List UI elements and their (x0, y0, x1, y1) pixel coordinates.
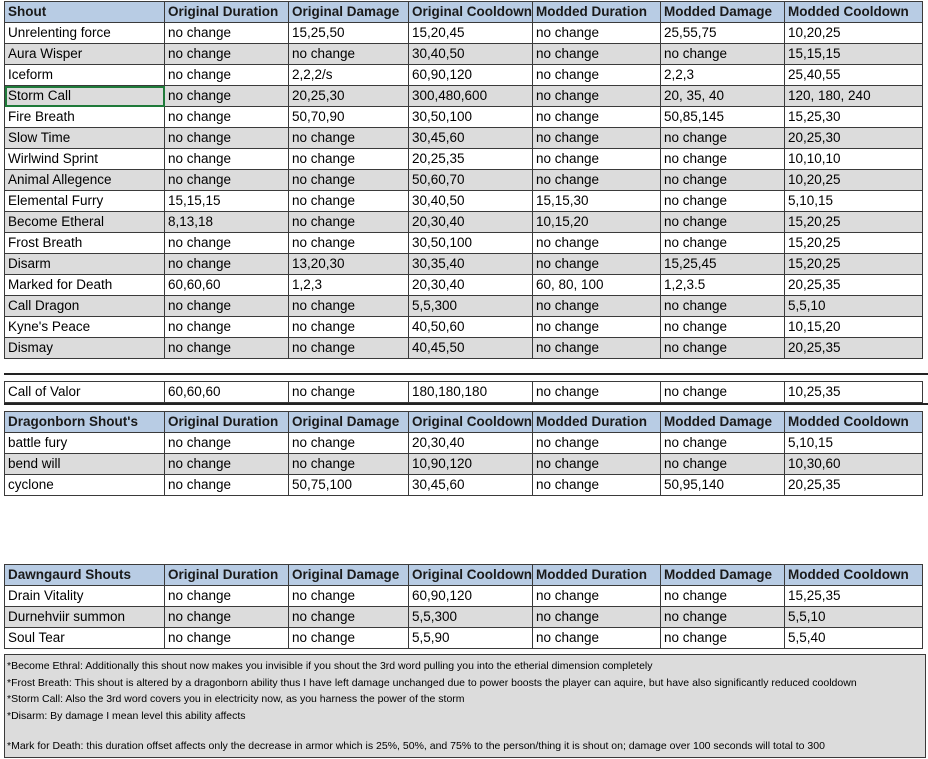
table-row (5, 233, 923, 254)
value-cell[interactable]: 30,50,100 (409, 233, 533, 254)
header-cell[interactable]: Original Duration (165, 412, 289, 433)
header-cell[interactable]: Original Duration (165, 2, 289, 23)
table-row (5, 212, 923, 233)
value-cell[interactable]: 180,180,180 (409, 382, 533, 403)
row-label-cell[interactable]: Disarm (5, 254, 165, 275)
value-cell[interactable]: 10,20,25 (785, 23, 923, 44)
header-cell[interactable]: Modded Damage (661, 565, 785, 586)
valor-table (4, 381, 923, 403)
header-cell[interactable]: Dragonborn Shout's (5, 412, 165, 433)
header-cell[interactable]: Modded Damage (661, 412, 785, 433)
value-cell[interactable]: 10,15,20 (785, 317, 923, 338)
value-cell[interactable]: 15,20,25 (785, 212, 923, 233)
table-row (5, 275, 923, 296)
header-row (5, 2, 923, 23)
value-cell[interactable]: no change (165, 128, 289, 149)
value-cell[interactable]: 40,50,60 (409, 317, 533, 338)
value-cell[interactable]: no change (165, 65, 289, 86)
value-cell[interactable]: no change (661, 170, 785, 191)
value-cell[interactable]: no change (533, 107, 661, 128)
header-cell[interactable]: Modded Cooldown (785, 2, 923, 23)
section-divider (4, 403, 928, 405)
value-cell[interactable]: 5,5,300 (409, 296, 533, 317)
value-cell[interactable]: 10,25,35 (785, 382, 923, 403)
value-cell[interactable]: 5,5,10 (785, 607, 923, 628)
header-cell[interactable]: Modded Cooldown (785, 412, 923, 433)
table-row (5, 586, 923, 607)
value-cell[interactable]: no change (533, 454, 661, 475)
section-divider (4, 373, 928, 375)
notes-box[interactable] (4, 654, 926, 758)
value-cell[interactable]: no change (289, 149, 409, 170)
value-cell[interactable]: 5,5,90 (409, 628, 533, 649)
value-cell[interactable]: no change (661, 382, 785, 403)
header-cell[interactable]: Modded Damage (661, 2, 785, 23)
value-cell[interactable]: no change (661, 191, 785, 212)
value-cell[interactable]: no change (289, 296, 409, 317)
value-cell[interactable]: 40,45,50 (409, 338, 533, 359)
value-cell[interactable]: no change (165, 296, 289, 317)
row-label-cell[interactable]: Unrelenting force (5, 23, 165, 44)
value-cell[interactable]: no change (661, 607, 785, 628)
value-cell[interactable]: 10,30,60 (785, 454, 923, 475)
value-cell[interactable]: no change (165, 454, 289, 475)
value-cell[interactable]: 60,60,60 (165, 382, 289, 403)
value-cell[interactable]: 10,20,25 (785, 170, 923, 191)
value-cell[interactable]: no change (661, 454, 785, 475)
value-cell[interactable]: 15,15,15 (785, 44, 923, 65)
value-cell[interactable]: no change (533, 628, 661, 649)
header-cell[interactable]: Original Cooldown (409, 412, 533, 433)
header-cell[interactable]: Shout (5, 2, 165, 23)
table-row (5, 254, 923, 275)
value-cell[interactable]: no change (289, 454, 409, 475)
value-cell[interactable]: 20,30,40 (409, 275, 533, 296)
header-cell[interactable]: Original Cooldown (409, 2, 533, 23)
value-cell[interactable]: no change (661, 233, 785, 254)
value-cell[interactable]: 20,25,30 (785, 128, 923, 149)
value-cell[interactable]: 20,25,35 (785, 475, 923, 496)
value-cell[interactable]: no change (661, 317, 785, 338)
row-label-cell[interactable]: battle fury (5, 433, 165, 454)
value-cell[interactable]: no change (533, 44, 661, 65)
value-cell[interactable]: no change (533, 586, 661, 607)
note-line: *Mark for Death: this duration offset affects only the decrease in armor which is 25%, 50%, and 75% to the person/thing it is shout on; damage over 100 seconds will total to 300 (7, 740, 825, 752)
row-label-cell[interactable]: Call Dragon (5, 296, 165, 317)
header-cell[interactable]: Dawngaurd Shouts (5, 565, 165, 586)
row-label-cell[interactable]: Drain Vitality (5, 586, 165, 607)
value-cell[interactable]: 30,45,60 (409, 475, 533, 496)
value-cell[interactable]: no change (289, 607, 409, 628)
note-line: *Disarm: By damage I mean level this ability affects (7, 709, 246, 722)
value-cell[interactable]: no change (661, 628, 785, 649)
value-cell[interactable]: 2,2,2/s (289, 65, 409, 86)
row-label-cell[interactable]: Kyne's Peace (5, 317, 165, 338)
value-cell[interactable]: no change (533, 382, 661, 403)
value-cell[interactable]: 15,25,30 (785, 107, 923, 128)
value-cell[interactable]: no change (533, 65, 661, 86)
value-cell[interactable]: no change (289, 338, 409, 359)
value-cell[interactable]: no change (289, 191, 409, 212)
value-cell[interactable]: no change (289, 233, 409, 254)
value-cell[interactable]: no change (533, 23, 661, 44)
value-cell[interactable]: 10,10,10 (785, 149, 923, 170)
value-cell[interactable]: no change (661, 212, 785, 233)
value-cell[interactable]: 5,10,15 (785, 433, 923, 454)
value-cell[interactable]: 15,25,35 (785, 586, 923, 607)
value-cell[interactable]: 1,2,3.5 (661, 275, 785, 296)
row-label-cell[interactable]: Iceform (5, 65, 165, 86)
value-cell[interactable]: no change (165, 433, 289, 454)
value-cell[interactable]: no change (165, 44, 289, 65)
value-cell[interactable]: 20,30,40 (409, 433, 533, 454)
value-cell[interactable]: no change (289, 212, 409, 233)
header-cell[interactable]: Modded Duration (533, 565, 661, 586)
dragonborn-table (4, 411, 923, 496)
value-cell[interactable]: no change (533, 128, 661, 149)
value-cell[interactable]: 60,90,120 (409, 65, 533, 86)
value-cell[interactable]: no change (165, 149, 289, 170)
header-cell[interactable]: Original Damage (289, 2, 409, 23)
row-label-cell[interactable]: Slow Time (5, 128, 165, 149)
value-cell[interactable]: 30,45,60 (409, 128, 533, 149)
table-row (5, 628, 923, 649)
row-label-cell[interactable]: Soul Tear (5, 628, 165, 649)
value-cell[interactable]: no change (165, 628, 289, 649)
value-cell[interactable]: 300,480,600 (409, 86, 533, 107)
table-row (5, 44, 923, 65)
header-row (5, 412, 923, 433)
row-label-cell[interactable]: Animal Allegence (5, 170, 165, 191)
value-cell[interactable]: no change (533, 475, 661, 496)
row-label-cell[interactable]: bend will (5, 454, 165, 475)
table-row (5, 170, 923, 191)
header-cell[interactable]: Original Damage (289, 565, 409, 586)
value-cell[interactable]: 15,25,45 (661, 254, 785, 275)
row-label-cell[interactable]: Marked for Death (5, 275, 165, 296)
value-cell[interactable]: no change (289, 44, 409, 65)
value-cell[interactable]: no change (165, 607, 289, 628)
value-cell[interactable]: 8,13,18 (165, 212, 289, 233)
value-cell[interactable]: 15,20,25 (785, 254, 923, 275)
shout-table (4, 1, 923, 359)
value-cell[interactable]: no change (661, 296, 785, 317)
value-cell[interactable]: no change (165, 586, 289, 607)
value-cell[interactable]: 50,60,70 (409, 170, 533, 191)
row-label-cell[interactable]: Storm Call (5, 86, 165, 107)
value-cell[interactable]: 25,40,55 (785, 65, 923, 86)
value-cell[interactable]: no change (661, 338, 785, 359)
table-row (5, 317, 923, 338)
value-cell[interactable]: no change (533, 233, 661, 254)
value-cell[interactable]: 50,85,145 (661, 107, 785, 128)
value-cell[interactable]: 20,25,35 (409, 149, 533, 170)
value-cell[interactable]: 20,30,40 (409, 212, 533, 233)
row-label-cell[interactable]: Dismay (5, 338, 165, 359)
value-cell[interactable]: 60,60,60 (165, 275, 289, 296)
value-cell[interactable]: no change (533, 317, 661, 338)
value-cell[interactable]: 10,15,20 (533, 212, 661, 233)
value-cell[interactable]: 20,25,30 (289, 86, 409, 107)
value-cell[interactable]: no change (165, 475, 289, 496)
header-cell[interactable]: Modded Duration (533, 412, 661, 433)
value-cell[interactable]: 50,75,100 (289, 475, 409, 496)
value-cell[interactable]: 50,70,90 (289, 107, 409, 128)
value-cell[interactable]: no change (289, 586, 409, 607)
value-cell[interactable]: no change (533, 170, 661, 191)
value-cell[interactable]: 30,40,50 (409, 44, 533, 65)
value-cell[interactable]: no change (289, 170, 409, 191)
header-cell[interactable]: Original Damage (289, 412, 409, 433)
value-cell[interactable]: no change (165, 338, 289, 359)
value-cell[interactable]: no change (661, 128, 785, 149)
header-cell[interactable]: Modded Cooldown (785, 565, 923, 586)
table-row (5, 454, 923, 475)
header-cell[interactable]: Original Duration (165, 565, 289, 586)
table-row (5, 296, 923, 317)
row-label-cell[interactable]: Call of Valor (5, 382, 165, 403)
table-row (5, 382, 923, 403)
value-cell[interactable]: 1,2,3 (289, 275, 409, 296)
value-cell[interactable]: 20,25,35 (785, 338, 923, 359)
table-row (5, 475, 923, 496)
value-cell[interactable]: 5,5,10 (785, 296, 923, 317)
value-cell[interactable]: 60, 80, 100 (533, 275, 661, 296)
row-label-cell[interactable]: cyclone (5, 475, 165, 496)
table-row (5, 23, 923, 44)
note-line (7, 724, 925, 738)
value-cell[interactable]: 5,5,40 (785, 628, 923, 649)
value-cell[interactable]: no change (661, 586, 785, 607)
row-label-cell[interactable]: Fire Breath (5, 107, 165, 128)
value-cell[interactable]: no change (165, 170, 289, 191)
value-cell[interactable]: 5,5,300 (409, 607, 533, 628)
value-cell[interactable]: no change (661, 44, 785, 65)
value-cell[interactable]: no change (661, 149, 785, 170)
value-cell[interactable]: 20,25,35 (785, 275, 923, 296)
value-cell[interactable]: 15,20,25 (785, 233, 923, 254)
value-cell[interactable]: 50,95,140 (661, 475, 785, 496)
header-cell[interactable]: Modded Duration (533, 2, 661, 23)
value-cell[interactable]: 25,55,75 (661, 23, 785, 44)
value-cell[interactable]: 15,15,30 (533, 191, 661, 212)
table-row (5, 128, 923, 149)
table-row (5, 607, 923, 628)
row-label-cell[interactable]: Aura Wisper (5, 44, 165, 65)
value-cell[interactable]: 60,90,120 (409, 586, 533, 607)
table-row (5, 149, 923, 170)
value-cell[interactable]: 120, 180, 240 (785, 86, 923, 107)
value-cell[interactable]: no change (165, 86, 289, 107)
value-cell[interactable]: no change (165, 107, 289, 128)
value-cell[interactable]: no change (289, 433, 409, 454)
table-row (5, 433, 923, 454)
value-cell[interactable]: no change (165, 233, 289, 254)
value-cell[interactable]: no change (165, 23, 289, 44)
value-cell[interactable]: 30,35,40 (409, 254, 533, 275)
table-row (5, 107, 923, 128)
value-cell[interactable]: no change (533, 338, 661, 359)
value-cell[interactable]: 30,40,50 (409, 191, 533, 212)
table-row (5, 65, 923, 86)
value-cell[interactable]: no change (533, 296, 661, 317)
row-label-cell[interactable]: Wirlwind Sprint (5, 149, 165, 170)
value-cell[interactable]: no change (533, 86, 661, 107)
table-row (5, 191, 923, 212)
table-row (5, 338, 923, 359)
value-cell[interactable]: 15,20,45 (409, 23, 533, 44)
value-cell[interactable]: 20, 35, 40 (661, 86, 785, 107)
value-cell[interactable]: 13,20,30 (289, 254, 409, 275)
value-cell[interactable]: no change (289, 128, 409, 149)
value-cell[interactable]: no change (533, 607, 661, 628)
row-label-cell[interactable]: Elemental Furry (5, 191, 165, 212)
value-cell[interactable]: no change (165, 254, 289, 275)
value-cell[interactable]: 5,10,15 (785, 191, 923, 212)
row-label-cell[interactable]: Become Etheral (5, 212, 165, 233)
note-line: *Frost Breath: This shout is altered by a dragonborn ability thus I have left damage unchanged due to power boosts the player can aquire, but have also significantly reduced cooldown (7, 676, 857, 689)
value-cell[interactable]: 30,50,100 (409, 107, 533, 128)
value-cell[interactable]: no change (289, 382, 409, 403)
note-line: *Become Ethral: Additionally this shout now makes you invisible if you shout the 3rd word pulling you into the etherial dimension completely (7, 660, 653, 672)
row-label-cell[interactable]: Frost Breath (5, 233, 165, 254)
value-cell[interactable]: 10,90,120 (409, 454, 533, 475)
value-cell[interactable]: no change (533, 149, 661, 170)
note-line: *Storm Call: Also the 3rd word covers you in electricity now, as you harness the power of the storm (7, 693, 465, 705)
header-cell[interactable]: Original Cooldown (409, 565, 533, 586)
value-cell[interactable]: no change (661, 433, 785, 454)
row-label-cell[interactable]: Durnehviir summon (5, 607, 165, 628)
value-cell[interactable]: 2,2,3 (661, 65, 785, 86)
table-row (5, 86, 923, 107)
value-cell[interactable]: 15,15,15 (165, 191, 289, 212)
value-cell[interactable]: no change (289, 317, 409, 338)
value-cell[interactable]: no change (165, 317, 289, 338)
header-row (5, 565, 923, 586)
value-cell[interactable]: no change (289, 628, 409, 649)
value-cell[interactable]: no change (533, 433, 661, 454)
value-cell[interactable]: 15,25,50 (289, 23, 409, 44)
value-cell[interactable]: no change (533, 254, 661, 275)
dawnguard-table (4, 564, 923, 649)
